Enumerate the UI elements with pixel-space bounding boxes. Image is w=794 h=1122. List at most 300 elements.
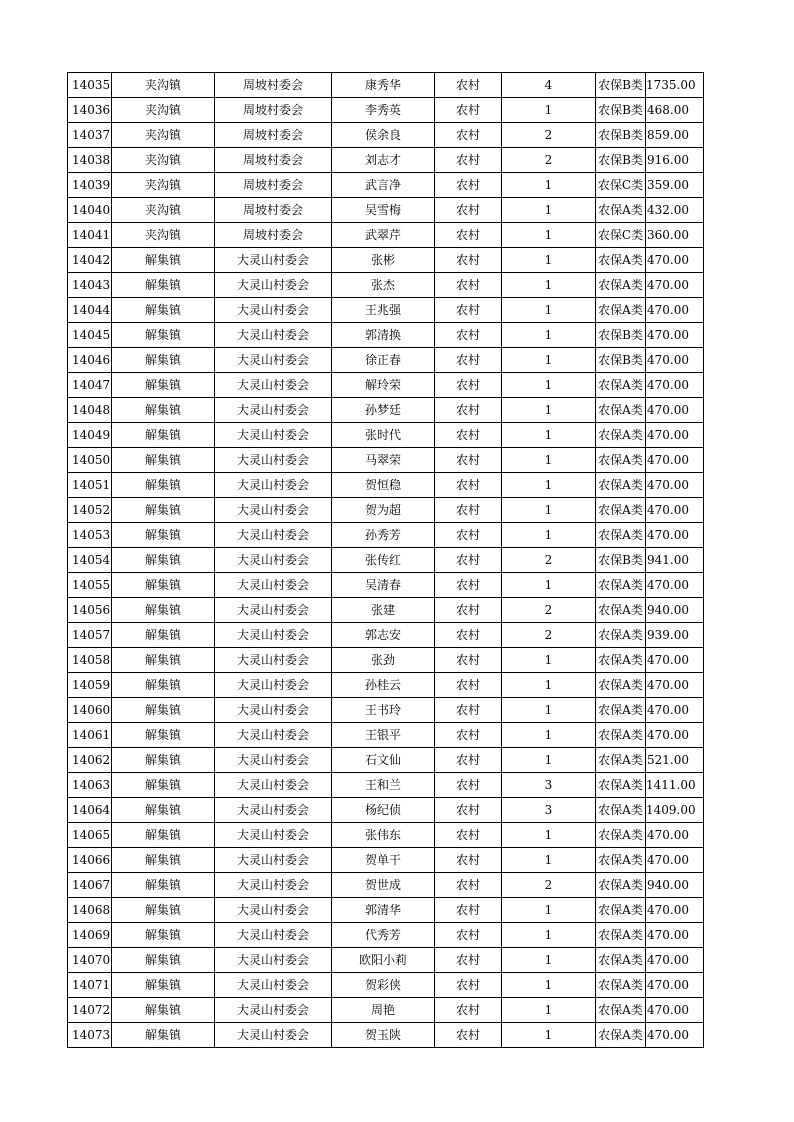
household-type-cell: 农村 bbox=[435, 948, 502, 973]
household-type-cell: 农村 bbox=[435, 73, 502, 98]
town-cell: 解集镇 bbox=[112, 873, 215, 898]
person-name-cell: 郭清换 bbox=[332, 323, 435, 348]
amount-cell: 360.00 bbox=[646, 223, 704, 248]
record-id-cell: 14058 bbox=[68, 648, 112, 673]
member-count-cell: 1 bbox=[502, 248, 596, 273]
amount-cell: 939.00 bbox=[646, 623, 704, 648]
amount-cell: 859.00 bbox=[646, 123, 704, 148]
insurance-category-cell: 农保B类 bbox=[596, 73, 646, 98]
village-committee-cell: 大灵山村委会 bbox=[215, 948, 332, 973]
insurance-category-cell: 农保A类 bbox=[596, 298, 646, 323]
amount-cell: 470.00 bbox=[646, 273, 704, 298]
insurance-category-cell: 农保C类 bbox=[596, 173, 646, 198]
record-id-cell: 14047 bbox=[68, 373, 112, 398]
table-row bbox=[68, 523, 704, 548]
village-committee-cell: 大灵山村委会 bbox=[215, 973, 332, 998]
member-count-cell: 1 bbox=[502, 298, 596, 323]
town-cell: 夹沟镇 bbox=[112, 148, 215, 173]
village-committee-cell: 大灵山村委会 bbox=[215, 298, 332, 323]
table-row bbox=[68, 323, 704, 348]
insurance-category-cell: 农保B类 bbox=[596, 148, 646, 173]
town-cell: 解集镇 bbox=[112, 723, 215, 748]
village-committee-cell: 周坡村委会 bbox=[215, 73, 332, 98]
town-cell: 夹沟镇 bbox=[112, 198, 215, 223]
amount-cell: 470.00 bbox=[646, 448, 704, 473]
member-count-cell: 1 bbox=[502, 573, 596, 598]
amount-cell: 521.00 bbox=[646, 748, 704, 773]
member-count-cell: 1 bbox=[502, 398, 596, 423]
amount-cell: 470.00 bbox=[646, 823, 704, 848]
town-cell: 解集镇 bbox=[112, 848, 215, 873]
person-name-cell: 杨纪侦 bbox=[332, 798, 435, 823]
town-cell: 解集镇 bbox=[112, 298, 215, 323]
village-committee-cell: 大灵山村委会 bbox=[215, 448, 332, 473]
record-id-cell: 14059 bbox=[68, 673, 112, 698]
village-committee-cell: 周坡村委会 bbox=[215, 198, 332, 223]
village-committee-cell: 周坡村委会 bbox=[215, 98, 332, 123]
village-committee-cell: 大灵山村委会 bbox=[215, 373, 332, 398]
person-name-cell: 贺世成 bbox=[332, 873, 435, 898]
town-cell: 夹沟镇 bbox=[112, 98, 215, 123]
amount-cell: 1409.00 bbox=[646, 798, 704, 823]
record-id-cell: 14046 bbox=[68, 348, 112, 373]
member-count-cell: 1 bbox=[502, 473, 596, 498]
insurance-category-cell: 农保A类 bbox=[596, 923, 646, 948]
town-cell: 解集镇 bbox=[112, 248, 215, 273]
village-committee-cell: 大灵山村委会 bbox=[215, 523, 332, 548]
amount-cell: 468.00 bbox=[646, 98, 704, 123]
household-type-cell: 农村 bbox=[435, 98, 502, 123]
amount-cell: 470.00 bbox=[646, 848, 704, 873]
person-name-cell: 张时代 bbox=[332, 423, 435, 448]
insurance-category-cell: 农保A类 bbox=[596, 473, 646, 498]
town-cell: 解集镇 bbox=[112, 898, 215, 923]
member-count-cell: 1 bbox=[502, 823, 596, 848]
person-name-cell: 周艳 bbox=[332, 998, 435, 1023]
village-committee-cell: 大灵山村委会 bbox=[215, 598, 332, 623]
insurance-category-cell: 农保C类 bbox=[596, 223, 646, 248]
town-cell: 夹沟镇 bbox=[112, 123, 215, 148]
person-name-cell: 徐正春 bbox=[332, 348, 435, 373]
record-id-cell: 14052 bbox=[68, 498, 112, 523]
insurance-category-cell: 农保B类 bbox=[596, 323, 646, 348]
table-row bbox=[68, 98, 704, 123]
village-committee-cell: 大灵山村委会 bbox=[215, 898, 332, 923]
table-row bbox=[68, 698, 704, 723]
village-committee-cell: 大灵山村委会 bbox=[215, 873, 332, 898]
town-cell: 解集镇 bbox=[112, 648, 215, 673]
record-id-cell: 14038 bbox=[68, 148, 112, 173]
amount-cell: 470.00 bbox=[646, 923, 704, 948]
insurance-category-cell: 农保A类 bbox=[596, 748, 646, 773]
town-cell: 解集镇 bbox=[112, 773, 215, 798]
record-id-cell: 14036 bbox=[68, 98, 112, 123]
insurance-category-cell: 农保A类 bbox=[596, 498, 646, 523]
member-count-cell: 1 bbox=[502, 748, 596, 773]
insurance-category-cell: 农保B类 bbox=[596, 348, 646, 373]
table-row bbox=[68, 573, 704, 598]
village-committee-cell: 大灵山村委会 bbox=[215, 473, 332, 498]
insurance-category-cell: 农保A类 bbox=[596, 723, 646, 748]
amount-cell: 432.00 bbox=[646, 198, 704, 223]
town-cell: 解集镇 bbox=[112, 748, 215, 773]
member-count-cell: 2 bbox=[502, 123, 596, 148]
town-cell: 解集镇 bbox=[112, 523, 215, 548]
town-cell: 解集镇 bbox=[112, 373, 215, 398]
town-cell: 解集镇 bbox=[112, 548, 215, 573]
household-type-cell: 农村 bbox=[435, 123, 502, 148]
person-name-cell: 吴雪梅 bbox=[332, 198, 435, 223]
table-row bbox=[68, 873, 704, 898]
town-cell: 夹沟镇 bbox=[112, 73, 215, 98]
record-id-cell: 14060 bbox=[68, 698, 112, 723]
record-id-cell: 14044 bbox=[68, 298, 112, 323]
person-name-cell: 王兆强 bbox=[332, 298, 435, 323]
insurance-category-cell: 农保A类 bbox=[596, 523, 646, 548]
person-name-cell: 郭清华 bbox=[332, 898, 435, 923]
person-name-cell: 贺恒稳 bbox=[332, 473, 435, 498]
member-count-cell: 1 bbox=[502, 223, 596, 248]
household-type-cell: 农村 bbox=[435, 398, 502, 423]
member-count-cell: 1 bbox=[502, 448, 596, 473]
table-row bbox=[68, 398, 704, 423]
town-cell: 夹沟镇 bbox=[112, 173, 215, 198]
insurance-category-cell: 农保A类 bbox=[596, 773, 646, 798]
table-row bbox=[68, 373, 704, 398]
member-count-cell: 3 bbox=[502, 798, 596, 823]
household-type-cell: 农村 bbox=[435, 823, 502, 848]
household-type-cell: 农村 bbox=[435, 773, 502, 798]
household-type-cell: 农村 bbox=[435, 1023, 502, 1048]
table-row bbox=[68, 273, 704, 298]
person-name-cell: 贺彩侠 bbox=[332, 973, 435, 998]
person-name-cell: 贺单干 bbox=[332, 848, 435, 873]
table-row bbox=[68, 173, 704, 198]
record-id-cell: 14035 bbox=[68, 73, 112, 98]
person-name-cell: 刘志才 bbox=[332, 148, 435, 173]
household-type-cell: 农村 bbox=[435, 373, 502, 398]
record-id-cell: 14061 bbox=[68, 723, 112, 748]
member-count-cell: 2 bbox=[502, 623, 596, 648]
village-committee-cell: 大灵山村委会 bbox=[215, 723, 332, 748]
member-count-cell: 1 bbox=[502, 898, 596, 923]
record-id-cell: 14039 bbox=[68, 173, 112, 198]
table-row bbox=[68, 798, 704, 823]
table-row bbox=[68, 773, 704, 798]
member-count-cell: 1 bbox=[502, 948, 596, 973]
insurance-category-cell: 农保A类 bbox=[596, 698, 646, 723]
table-row bbox=[68, 198, 704, 223]
table-row bbox=[68, 123, 704, 148]
insurance-category-cell: 农保A类 bbox=[596, 823, 646, 848]
amount-cell: 470.00 bbox=[646, 1023, 704, 1048]
member-count-cell: 1 bbox=[502, 373, 596, 398]
village-committee-cell: 大灵山村委会 bbox=[215, 498, 332, 523]
insurance-category-cell: 农保A类 bbox=[596, 598, 646, 623]
town-cell: 解集镇 bbox=[112, 273, 215, 298]
person-name-cell: 张彬 bbox=[332, 248, 435, 273]
amount-cell: 359.00 bbox=[646, 173, 704, 198]
table-row bbox=[68, 823, 704, 848]
household-type-cell: 农村 bbox=[435, 698, 502, 723]
town-cell: 夹沟镇 bbox=[112, 223, 215, 248]
record-id-cell: 14063 bbox=[68, 773, 112, 798]
insurance-category-cell: 农保A类 bbox=[596, 198, 646, 223]
record-id-cell: 14037 bbox=[68, 123, 112, 148]
village-committee-cell: 大灵山村委会 bbox=[215, 673, 332, 698]
table-row bbox=[68, 73, 704, 98]
insurance-category-cell: 农保A类 bbox=[596, 648, 646, 673]
member-count-cell: 2 bbox=[502, 598, 596, 623]
village-committee-cell: 大灵山村委会 bbox=[215, 398, 332, 423]
household-type-cell: 农村 bbox=[435, 348, 502, 373]
record-id-cell: 14056 bbox=[68, 598, 112, 623]
table-row bbox=[68, 648, 704, 673]
household-type-cell: 农村 bbox=[435, 148, 502, 173]
person-name-cell: 侯余良 bbox=[332, 123, 435, 148]
household-type-cell: 农村 bbox=[435, 798, 502, 823]
household-type-cell: 农村 bbox=[435, 598, 502, 623]
insurance-category-cell: 农保A类 bbox=[596, 898, 646, 923]
town-cell: 解集镇 bbox=[112, 498, 215, 523]
household-type-cell: 农村 bbox=[435, 998, 502, 1023]
town-cell: 解集镇 bbox=[112, 798, 215, 823]
record-id-cell: 14053 bbox=[68, 523, 112, 548]
village-committee-cell: 大灵山村委会 bbox=[215, 348, 332, 373]
village-committee-cell: 大灵山村委会 bbox=[215, 248, 332, 273]
village-committee-cell: 周坡村委会 bbox=[215, 173, 332, 198]
village-committee-cell: 大灵山村委会 bbox=[215, 548, 332, 573]
person-name-cell: 马翠荣 bbox=[332, 448, 435, 473]
village-committee-cell: 大灵山村委会 bbox=[215, 273, 332, 298]
member-count-cell: 2 bbox=[502, 548, 596, 573]
record-id-cell: 14051 bbox=[68, 473, 112, 498]
amount-cell: 470.00 bbox=[646, 523, 704, 548]
amount-cell: 1735.00 bbox=[646, 73, 704, 98]
record-id-cell: 14068 bbox=[68, 898, 112, 923]
table-body bbox=[68, 73, 704, 1048]
person-name-cell: 武翠芹 bbox=[332, 223, 435, 248]
insurance-category-cell: 农保A类 bbox=[596, 873, 646, 898]
table-row bbox=[68, 548, 704, 573]
town-cell: 解集镇 bbox=[112, 698, 215, 723]
person-name-cell: 张劲 bbox=[332, 648, 435, 673]
table-row bbox=[68, 148, 704, 173]
town-cell: 解集镇 bbox=[112, 998, 215, 1023]
insurance-category-cell: 农保A类 bbox=[596, 948, 646, 973]
person-name-cell: 孙桂云 bbox=[332, 673, 435, 698]
amount-cell: 470.00 bbox=[646, 698, 704, 723]
person-name-cell: 武言净 bbox=[332, 173, 435, 198]
amount-cell: 470.00 bbox=[646, 348, 704, 373]
records-table bbox=[67, 72, 704, 1048]
household-type-cell: 农村 bbox=[435, 248, 502, 273]
table-row bbox=[68, 298, 704, 323]
village-committee-cell: 周坡村委会 bbox=[215, 123, 332, 148]
town-cell: 解集镇 bbox=[112, 1023, 215, 1048]
table-row bbox=[68, 598, 704, 623]
amount-cell: 470.00 bbox=[646, 498, 704, 523]
town-cell: 解集镇 bbox=[112, 423, 215, 448]
record-id-cell: 14050 bbox=[68, 448, 112, 473]
table-row bbox=[68, 948, 704, 973]
member-count-cell: 3 bbox=[502, 773, 596, 798]
record-id-cell: 14057 bbox=[68, 623, 112, 648]
person-name-cell: 孙梦廷 bbox=[332, 398, 435, 423]
member-count-cell: 1 bbox=[502, 498, 596, 523]
record-id-cell: 14049 bbox=[68, 423, 112, 448]
record-id-cell: 14043 bbox=[68, 273, 112, 298]
town-cell: 解集镇 bbox=[112, 923, 215, 948]
village-committee-cell: 大灵山村委会 bbox=[215, 823, 332, 848]
village-committee-cell: 大灵山村委会 bbox=[215, 798, 332, 823]
table-row bbox=[68, 723, 704, 748]
insurance-category-cell: 农保A类 bbox=[596, 273, 646, 298]
member-count-cell: 1 bbox=[502, 198, 596, 223]
amount-cell: 940.00 bbox=[646, 873, 704, 898]
household-type-cell: 农村 bbox=[435, 523, 502, 548]
town-cell: 解集镇 bbox=[112, 823, 215, 848]
household-type-cell: 农村 bbox=[435, 473, 502, 498]
person-name-cell: 孙秀芳 bbox=[332, 523, 435, 548]
household-type-cell: 农村 bbox=[435, 223, 502, 248]
person-name-cell: 郭志安 bbox=[332, 623, 435, 648]
member-count-cell: 2 bbox=[502, 148, 596, 173]
village-committee-cell: 大灵山村委会 bbox=[215, 623, 332, 648]
insurance-category-cell: 农保B类 bbox=[596, 123, 646, 148]
household-type-cell: 农村 bbox=[435, 173, 502, 198]
person-name-cell: 石文仙 bbox=[332, 748, 435, 773]
insurance-category-cell: 农保A类 bbox=[596, 248, 646, 273]
record-id-cell: 14072 bbox=[68, 998, 112, 1023]
member-count-cell: 1 bbox=[502, 923, 596, 948]
village-committee-cell: 大灵山村委会 bbox=[215, 1023, 332, 1048]
household-type-cell: 农村 bbox=[435, 648, 502, 673]
record-id-cell: 14041 bbox=[68, 223, 112, 248]
household-type-cell: 农村 bbox=[435, 673, 502, 698]
member-count-cell: 1 bbox=[502, 273, 596, 298]
person-name-cell: 张传红 bbox=[332, 548, 435, 573]
insurance-category-cell: 农保A类 bbox=[596, 373, 646, 398]
table-row bbox=[68, 673, 704, 698]
member-count-cell: 1 bbox=[502, 323, 596, 348]
village-committee-cell: 大灵山村委会 bbox=[215, 998, 332, 1023]
insurance-category-cell: 农保A类 bbox=[596, 848, 646, 873]
member-count-cell: 1 bbox=[502, 648, 596, 673]
amount-cell: 916.00 bbox=[646, 148, 704, 173]
person-name-cell: 康秀华 bbox=[332, 73, 435, 98]
village-committee-cell: 大灵山村委会 bbox=[215, 323, 332, 348]
member-count-cell: 1 bbox=[502, 848, 596, 873]
table-row bbox=[68, 898, 704, 923]
table-row bbox=[68, 1023, 704, 1048]
amount-cell: 470.00 bbox=[646, 998, 704, 1023]
insurance-category-cell: 农保A类 bbox=[596, 398, 646, 423]
member-count-cell: 1 bbox=[502, 98, 596, 123]
record-id-cell: 14048 bbox=[68, 398, 112, 423]
household-type-cell: 农村 bbox=[435, 898, 502, 923]
person-name-cell: 张建 bbox=[332, 598, 435, 623]
amount-cell: 470.00 bbox=[646, 573, 704, 598]
village-committee-cell: 大灵山村委会 bbox=[215, 923, 332, 948]
record-id-cell: 14040 bbox=[68, 198, 112, 223]
amount-cell: 470.00 bbox=[646, 373, 704, 398]
table-row bbox=[68, 473, 704, 498]
village-committee-cell: 大灵山村委会 bbox=[215, 698, 332, 723]
village-committee-cell: 大灵山村委会 bbox=[215, 848, 332, 873]
member-count-cell: 1 bbox=[502, 673, 596, 698]
record-id-cell: 14054 bbox=[68, 548, 112, 573]
amount-cell: 470.00 bbox=[646, 948, 704, 973]
town-cell: 解集镇 bbox=[112, 398, 215, 423]
table-row bbox=[68, 623, 704, 648]
amount-cell: 470.00 bbox=[646, 473, 704, 498]
member-count-cell: 1 bbox=[502, 523, 596, 548]
household-type-cell: 农村 bbox=[435, 723, 502, 748]
member-count-cell: 1 bbox=[502, 998, 596, 1023]
record-id-cell: 14073 bbox=[68, 1023, 112, 1048]
person-name-cell: 李秀英 bbox=[332, 98, 435, 123]
record-id-cell: 14042 bbox=[68, 248, 112, 273]
amount-cell: 470.00 bbox=[646, 298, 704, 323]
person-name-cell: 张伟东 bbox=[332, 823, 435, 848]
person-name-cell: 王和兰 bbox=[332, 773, 435, 798]
town-cell: 解集镇 bbox=[112, 573, 215, 598]
table-row bbox=[68, 848, 704, 873]
household-type-cell: 农村 bbox=[435, 923, 502, 948]
insurance-category-cell: 农保A类 bbox=[596, 573, 646, 598]
table-row bbox=[68, 973, 704, 998]
household-type-cell: 农村 bbox=[435, 848, 502, 873]
table-row bbox=[68, 998, 704, 1023]
member-count-cell: 1 bbox=[502, 1023, 596, 1048]
member-count-cell: 1 bbox=[502, 423, 596, 448]
village-committee-cell: 大灵山村委会 bbox=[215, 748, 332, 773]
person-name-cell: 张杰 bbox=[332, 273, 435, 298]
insurance-category-cell: 农保A类 bbox=[596, 448, 646, 473]
town-cell: 解集镇 bbox=[112, 348, 215, 373]
amount-cell: 470.00 bbox=[646, 398, 704, 423]
insurance-category-cell: 农保A类 bbox=[596, 1023, 646, 1048]
household-type-cell: 农村 bbox=[435, 423, 502, 448]
amount-cell: 1411.00 bbox=[646, 773, 704, 798]
amount-cell: 470.00 bbox=[646, 973, 704, 998]
record-id-cell: 14067 bbox=[68, 873, 112, 898]
household-type-cell: 农村 bbox=[435, 198, 502, 223]
insurance-category-cell: 农保A类 bbox=[596, 798, 646, 823]
household-type-cell: 农村 bbox=[435, 273, 502, 298]
member-count-cell: 1 bbox=[502, 348, 596, 373]
record-id-cell: 14062 bbox=[68, 748, 112, 773]
table-row bbox=[68, 923, 704, 948]
insurance-category-cell: 农保A类 bbox=[596, 673, 646, 698]
town-cell: 解集镇 bbox=[112, 673, 215, 698]
table-row bbox=[68, 223, 704, 248]
table-row bbox=[68, 423, 704, 448]
amount-cell: 470.00 bbox=[646, 673, 704, 698]
record-id-cell: 14064 bbox=[68, 798, 112, 823]
insurance-category-cell: 农保B类 bbox=[596, 548, 646, 573]
insurance-category-cell: 农保A类 bbox=[596, 423, 646, 448]
town-cell: 解集镇 bbox=[112, 323, 215, 348]
household-type-cell: 农村 bbox=[435, 623, 502, 648]
household-type-cell: 农村 bbox=[435, 748, 502, 773]
household-type-cell: 农村 bbox=[435, 873, 502, 898]
member-count-cell: 1 bbox=[502, 973, 596, 998]
household-type-cell: 农村 bbox=[435, 548, 502, 573]
record-id-cell: 14069 bbox=[68, 923, 112, 948]
village-committee-cell: 大灵山村委会 bbox=[215, 423, 332, 448]
